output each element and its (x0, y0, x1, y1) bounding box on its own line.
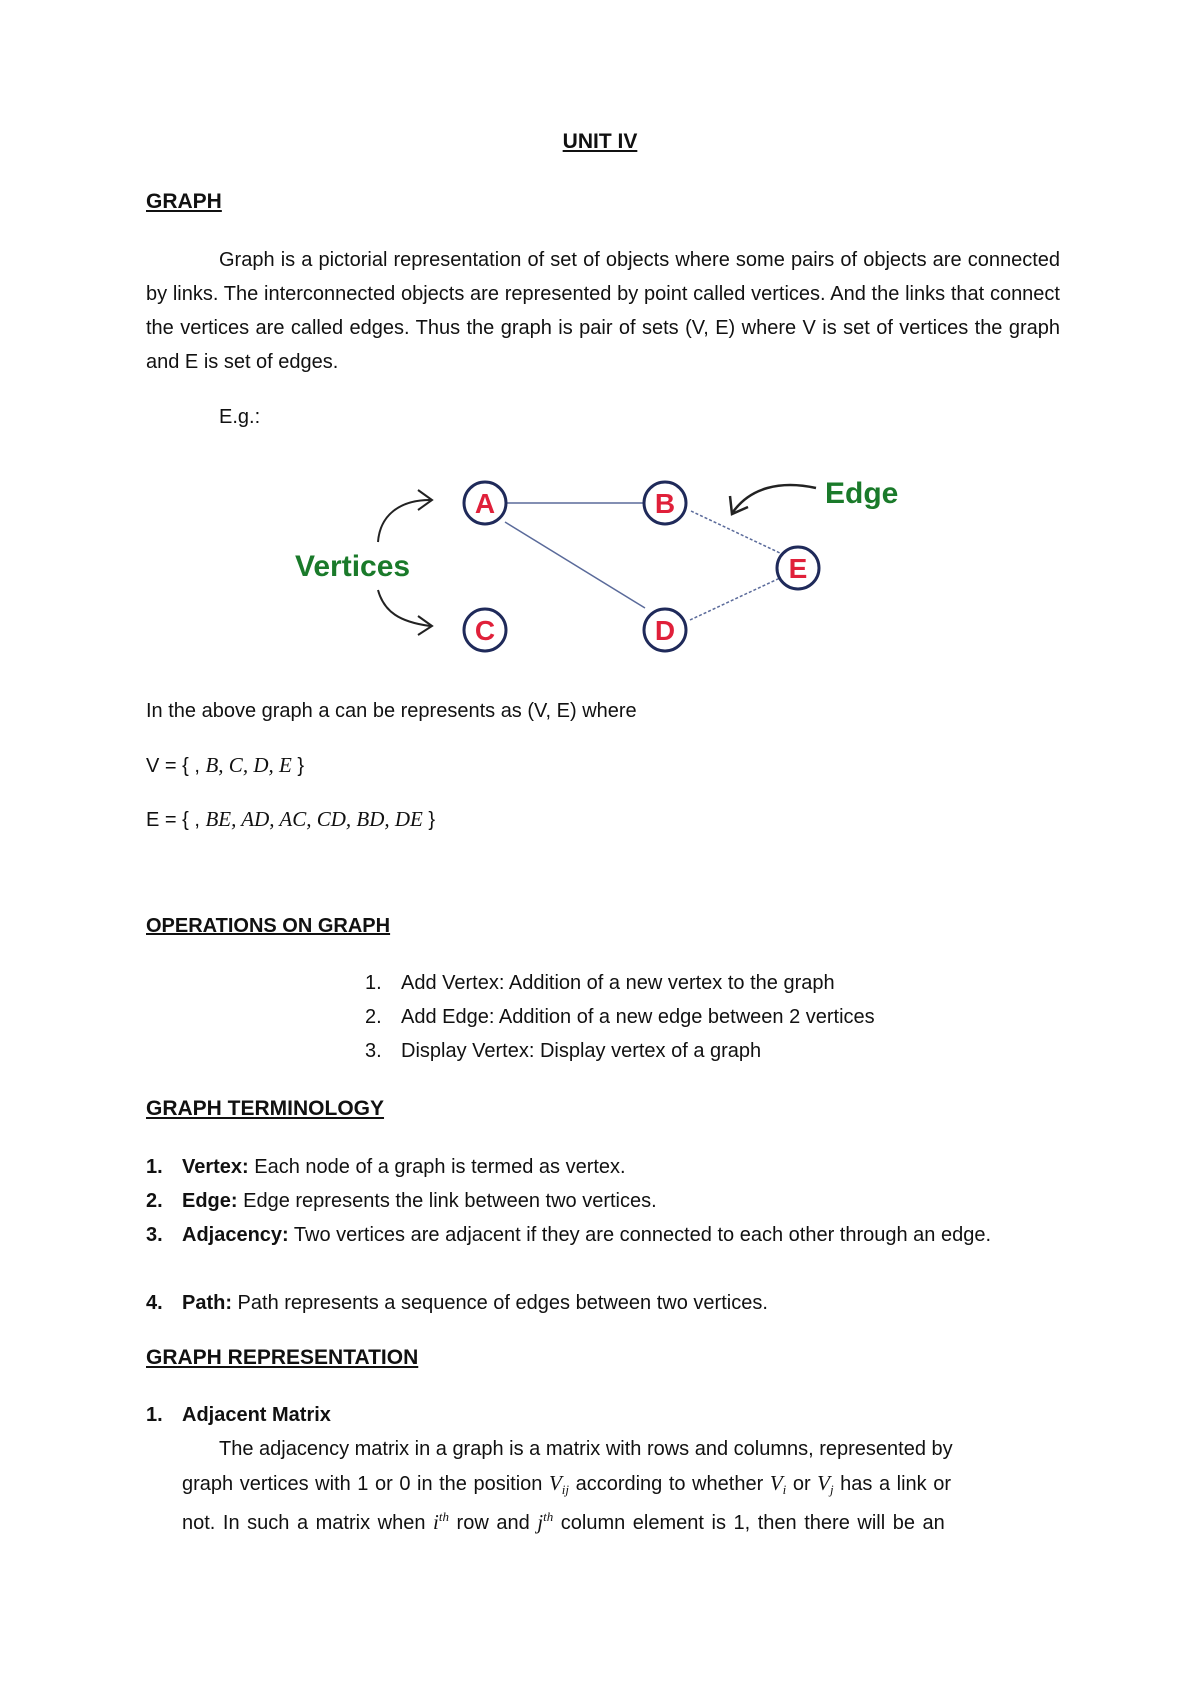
terminology-num: 3. (146, 1224, 163, 1246)
terminology-term: Adjacency: (182, 1224, 289, 1246)
operations-heading: OPERATIONS ON GRAPH (146, 915, 391, 937)
operation-num: 1. (365, 972, 382, 994)
adj-matrix-num: 1. (146, 1404, 163, 1426)
operation-item (365, 1004, 875, 1030)
adj-matrix-line-3 (182, 1504, 945, 1536)
e-set-suffix: } (422, 809, 436, 831)
terminology-text: Each node of a graph is termed as vertex. (248, 1156, 626, 1178)
adj-text: according to whether (569, 1473, 770, 1495)
operation-text: Display Vertex: Display vertex of a graph (401, 1040, 762, 1062)
node-b-label: B (654, 488, 676, 519)
adj-text: has a link or (833, 1473, 952, 1495)
terminology-term: Path: (182, 1292, 232, 1314)
terminology-num: 1. (146, 1156, 163, 1178)
adj-text: or (786, 1473, 818, 1495)
node-a (464, 482, 506, 524)
represent-text: In the above graph a can be represents as (V, E) where (146, 700, 637, 722)
terminology-text: Edge represents the link between two vertices. (237, 1190, 657, 1212)
terminology-text: Two vertices are adjacent if they are connected to each other through an edge. (288, 1224, 992, 1246)
arrow-to-c-icon (378, 590, 430, 626)
vertices-label: Vertices (295, 550, 411, 583)
i-superscript: th (438, 1509, 449, 1524)
terminology-item (146, 1290, 768, 1316)
e-set-items: BE, AD, AC, CD, BD, DE (205, 807, 423, 831)
v-ij-subscript: ij (561, 1482, 570, 1497)
edge-b-e (691, 511, 782, 554)
terminology-term: Edge: (182, 1190, 238, 1212)
intro-paragraph (146, 243, 1060, 379)
v-set (146, 752, 304, 779)
v-set-suffix: } (291, 755, 305, 777)
node-e (777, 547, 819, 589)
edge-d-e (690, 578, 780, 620)
edge-label: Edge (825, 477, 899, 510)
i-symbol: i (433, 1510, 439, 1534)
e-set (146, 806, 435, 833)
j-superscript: th (543, 1509, 554, 1524)
terminology-term: Vertex: (182, 1156, 249, 1178)
page-title: UNIT IV (562, 130, 638, 153)
terminology-heading: GRAPH TERMINOLOGY (146, 1097, 385, 1120)
operation-text: Add Edge: Addition of a new edge between 2 vertices (401, 1006, 875, 1028)
adj-matrix-title-row (146, 1402, 331, 1428)
terminology-num: 2. (146, 1190, 163, 1212)
terminology-body (182, 1218, 1060, 1252)
adj-text: row and (448, 1512, 538, 1534)
adj-text: not. In such a matrix when (182, 1512, 434, 1534)
graph-heading: GRAPH (146, 190, 222, 213)
operation-num: 2. (365, 1006, 382, 1028)
terminology-text: Path represents a sequence of edges between two vertices. (232, 1292, 768, 1314)
node-d (644, 609, 686, 651)
v-set-items: B, C, D, E (205, 753, 292, 777)
terminology-item (146, 1154, 626, 1180)
v-set-prefix: V = { , (146, 755, 206, 777)
adj-matrix-line-1: The adjacency matrix in a graph is a matrix with rows and columns, represented by (219, 1438, 953, 1460)
graph-diagram (280, 460, 920, 660)
terminology-num: 4. (146, 1292, 163, 1314)
operation-item (365, 970, 835, 996)
v-j-subscript: j (830, 1482, 834, 1497)
intro-text: Graph is a pictorial representation of set of objects where some pairs of objects are connected by links. The interconnected objects are represented by point called vertices. And the links that connect the vertices are called edges. Thus the graph is pair of sets (V, E) where V is set of vertices the graph and E is set of edges. (146, 249, 1060, 373)
node-a-label: A (474, 488, 496, 519)
adj-matrix-line-2 (182, 1470, 951, 1503)
v-ij-symbol: V (548, 1471, 562, 1495)
operation-num: 3. (365, 1040, 382, 1062)
v-i-subscript: i (782, 1482, 787, 1497)
operation-text: Add Vertex: Addition of a new vertex to the graph (401, 972, 835, 994)
adj-matrix-title: Adjacent Matrix (182, 1404, 331, 1426)
v-i-symbol: V (769, 1471, 783, 1495)
node-d-label: D (654, 615, 676, 646)
node-c-label: C (474, 615, 496, 646)
operation-item (365, 1038, 761, 1064)
node-c (464, 609, 506, 651)
e-set-prefix: E = { , (146, 809, 206, 831)
adj-text: column element is 1, then there will be an (553, 1512, 945, 1534)
representation-heading: GRAPH REPRESENTATION (146, 1346, 419, 1369)
j-symbol: j (537, 1510, 544, 1534)
edge-a-d (505, 522, 645, 608)
terminology-item (146, 1188, 657, 1214)
terminology-item (146, 1218, 1060, 1252)
eg-label: E.g.: (219, 406, 261, 428)
adj-text: graph vertices with 1 or 0 in the position (182, 1473, 549, 1495)
v-j-symbol: V (817, 1471, 830, 1495)
node-e-label: E (788, 553, 808, 584)
node-b (644, 482, 686, 524)
